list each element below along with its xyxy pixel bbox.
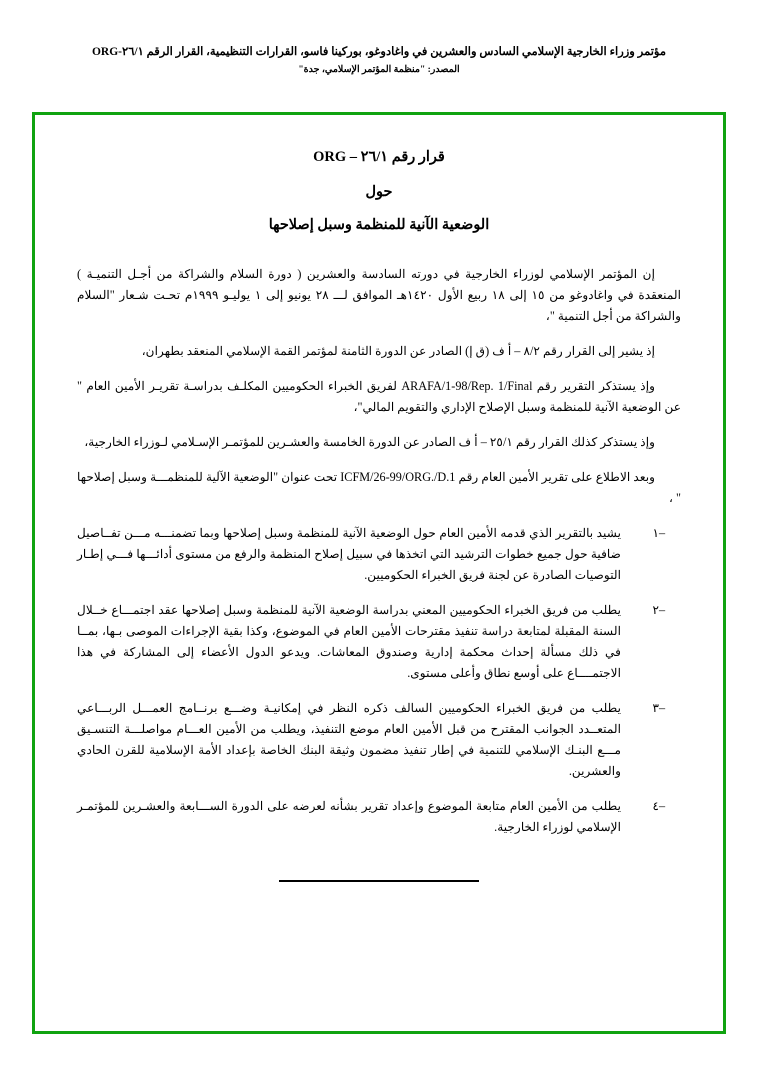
preamble-paragraph-4: وإذ يستذكر كذلك القرار رقم ٢٥/١ – أ ف الصادر عن الدورة الخامسة والعشـرين للمؤتمـر الإسـلامي لـوزراء الخارجية، (84, 434, 655, 449)
header-title-line: مؤتمر وزراء الخارجية الإسلامي السادس والعشرين في واغادوغو، بوركينا فاسو، القرارات التنظيمية، القرار الرقم ٢٦/١-ORG (91, 46, 667, 58)
resolution-clause-list (77, 523, 681, 838)
clause-dash-icon: – (659, 700, 666, 715)
clause-text-3: يطلب من فريق الخبراء الحكوميين السالف ذكره النظر في إمكانيـة وضـــع برنــامج العمـــل الربـــاعي المتعــدد الجوانب المقترح من قبل الأمين العام موضع التنفيذ، ويطلب من الأمين العـــام مواصلـــة التنسـيق مـــع البنـك الإسلامي للتنمية في إطار تنفيذ مضمون وثيقة البنك الخاصة بإعداد الأمة الإسلامية للقرن الحادي والعشرين. (77, 700, 621, 778)
page-header (30, 44, 728, 76)
clause-number-2 (621, 600, 681, 684)
clause-index-4: ٤ (652, 798, 659, 813)
preamble-paragraph-2: إذ يشير إلى القرار رقم ٨/٢ – أ ف (ق إ) الصادر عن الدورة الثامنة لمؤتمر القمة الإسلامي المنعقد بطهران، (141, 343, 655, 358)
resolution-number: قرار رقم ٢٦/١ – ORG (313, 149, 445, 165)
list-item (77, 698, 681, 782)
clause-text-2: يطلب من فريق الخبراء الحكوميين المعني بدراسة الوضعية الآنية للمنظمة وسبل إصلاحها عقد اجتمـــاع خــلال السنة المقبلة لمتابعة دراسة تنفيذ مقترحات الأمين العام في الموضوع، وكذا بقية الإجراءات الموصى بـها، بمــا في ذلك مسألة إحداث محكمة إدارية وصندوق المعاشات. ويدعو الدول الأعضاء إلى المشاركة في هذا الاجتمــــاع على أوسع نطاق وأعلى مستوى. (77, 602, 621, 680)
list-item (77, 600, 681, 684)
clause-dash-icon: – (659, 602, 666, 617)
clause-dash-icon: – (659, 525, 666, 540)
resolution-subject: الوضعية الآنية للمنظمة وسبل إصلاحها (268, 217, 490, 233)
clause-index-1: ١ (652, 525, 659, 540)
clause-text-1: يشيد بالتقرير الذي قدمه الأمين العام حول الوضعية الآنية للمنظمة وسبل إصلاحها وبما تضمنـــه مـــن تفــاصيل ضافية حول جميع خطوات الترشيد التي اتخذها في سبيل إصلاح المنظمة والرفع من مستوى أدائـــها فـــي إطـار التوصيات الصادرة عن لجنة فريق الخبراء الحكوميين. (77, 525, 621, 582)
list-item (77, 796, 681, 838)
header-source-line: المصدر: "منظمة المؤتمر الإسلامي، جدة" (298, 65, 460, 76)
clause-index-2: ٢ (652, 602, 659, 617)
preamble-paragraph-5: وبعد الاطلاع على تقرير الأمين العام رقم ICFM/26-99/ORG./D.1 تحت عنوان "الوضعية الآلية للمنظمـــة وسبل إصلاحها " ، (77, 469, 681, 505)
document-frame (32, 112, 726, 1034)
clause-number-4 (621, 796, 681, 838)
clause-index-3: ٣ (652, 700, 659, 715)
clause-text-4: يطلب من الأمين العام متابعة الموضوع وإعداد تقرير بشأنه لعرضه على الدورة الســـابعة والعشـرين للمؤتمـر الإسلامي لوزراء الخارجية. (77, 798, 621, 834)
preamble-paragraph-3: وإذ يستذكر التقرير رقم ARAFA/1-98/Rep. 1/Final لفريق الخبراء الحكوميين المكلـف بدراسـة تقريـر الأمين العام " عن الوضعية الآنية للمنظمة وسبل الإصلاح الإداري والتقويم المالي"، (77, 378, 681, 414)
clause-number-3 (621, 698, 681, 782)
clause-dash-icon: – (659, 798, 666, 813)
list-item (77, 523, 681, 586)
end-of-document-rule (279, 880, 479, 882)
preamble-paragraph-1: إن المؤتمر الإسلامي لوزراء الخارجية في دورته السادسة والعشرين ( دورة السلام والشراكة من أجـل التنميـة ) المنعقدة في واغادوغو من ١٥ إلى ١٨ ربيع الأول ١٤٢٠هـ الموافق لـــ ٢٨ يونيو إلى ١ يوليـو ١٩٩٩م تحـت شـعار "السلام والشراكة من أجل التنمية "، (77, 267, 681, 323)
clause-number-1 (621, 523, 681, 586)
resolution-about-label: حول (365, 184, 393, 200)
